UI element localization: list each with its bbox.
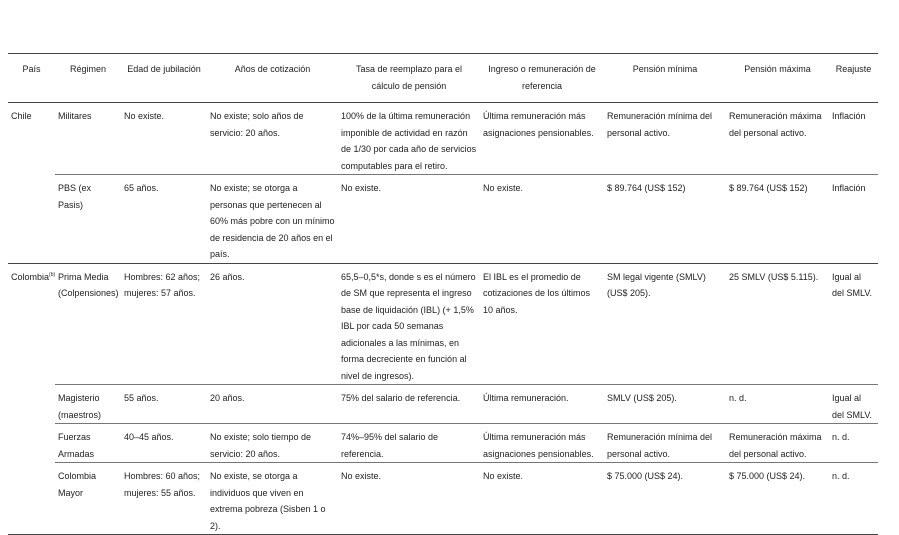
table-row bbox=[8, 385, 878, 424]
cell-reajuste: n. d. bbox=[829, 424, 878, 463]
cell-anos: 26 años. bbox=[207, 263, 338, 385]
cell-tasa: No existe. bbox=[338, 463, 480, 535]
header-pais: País bbox=[8, 54, 55, 103]
cell-pais bbox=[8, 175, 55, 264]
cell-edad: 65 años. bbox=[121, 175, 207, 264]
cell-maxima: Remuneración máxima del personal activo. bbox=[729, 111, 822, 138]
table-row bbox=[8, 263, 878, 385]
cell-minima: Remuneración mínima del personal activo. bbox=[604, 424, 726, 463]
cell-maxima: $ 89.764 (US$ 152) bbox=[726, 175, 829, 264]
table-row bbox=[8, 103, 878, 175]
header-edad: Edad de jubilación bbox=[121, 54, 207, 103]
cell-regimen: Magisterio (maestros) bbox=[55, 385, 121, 424]
table-header bbox=[8, 54, 878, 103]
cell-minima: Remuneración mínima del personal activo. bbox=[607, 111, 713, 138]
cell-anos: No existe; solo años de servicio: 20 años. bbox=[210, 111, 304, 138]
cell-ingreso: No existe. bbox=[480, 463, 604, 535]
country-name: Colombia bbox=[11, 271, 50, 282]
cell-maxima: n. d. bbox=[726, 385, 829, 424]
cell-pais bbox=[8, 385, 55, 424]
cell-maxima: 25 SMLV (US$ 5.115). bbox=[726, 263, 829, 385]
header-anos: Años de cotización bbox=[207, 54, 338, 103]
cell-pais bbox=[8, 263, 55, 385]
cell-reajuste: n. d. bbox=[829, 463, 878, 535]
cell-anos: No existe; se otorga a personas que pertenecen al 60% más pobre con un mínimo de residencia de 20 años en el país. bbox=[207, 175, 338, 264]
cell-regimen: Colombia Mayor bbox=[55, 463, 121, 535]
cell-tasa: 75% del salario de referencia. bbox=[338, 385, 480, 424]
cell-tasa: No existe. bbox=[338, 175, 480, 264]
pension-table bbox=[8, 53, 878, 535]
cell-pais bbox=[8, 463, 55, 535]
cell-tasa: 65,5–0,5*s, donde s es el número de SM que representa el ingreso base de liquidación (IBL) (+ 1,5% IBL por cada 50 semanas adicionales a las mínimas, en forma decreciente en función al nivel de ingresos). bbox=[338, 263, 480, 385]
cell-minima: $ 75.000 (US$ 24). bbox=[604, 463, 726, 535]
cell-edad: Hombres: 60 años; mujeres: 55 años. bbox=[121, 463, 207, 535]
cell-anos: No existe; solo tiempo de servicio: 20 años. bbox=[207, 424, 338, 463]
cell-regimen: PBS (ex Pasis) bbox=[55, 175, 121, 264]
cell-maxima: $ 75.000 (US$ 24). bbox=[726, 463, 829, 535]
cell-reajuste: Igual al del SMLV. bbox=[829, 385, 878, 424]
header-reajuste: Reajuste bbox=[829, 54, 878, 103]
cell-regimen: Militares bbox=[58, 111, 92, 121]
cell-edad: 55 años. bbox=[121, 385, 207, 424]
cell-minima: SMLV (US$ 205). bbox=[604, 385, 726, 424]
cell-reajuste: Inflación bbox=[829, 175, 878, 264]
cell-reajuste: Inflación bbox=[832, 111, 866, 121]
table-row bbox=[8, 175, 878, 264]
cell-ingreso: El IBL es el promedio de cotizaciones de los últimos 10 años. bbox=[480, 263, 604, 385]
cell-minima: SM legal vigente (SMLV) (US$ 205). bbox=[604, 263, 726, 385]
table-row bbox=[8, 424, 878, 463]
cell-reajuste: Igual al del SMLV. bbox=[829, 263, 878, 385]
cell-ingreso: Última remuneración más asignaciones pensionables. bbox=[480, 424, 604, 463]
cell-ingreso: Última remuneración. bbox=[480, 385, 604, 424]
cell-pais: Chile bbox=[11, 111, 32, 121]
cell-minima: $ 89.764 (US$ 152) bbox=[604, 175, 726, 264]
cell-ingreso: Última remuneración más asignaciones pensionables. bbox=[483, 111, 594, 138]
cell-anos: 20 años. bbox=[207, 385, 338, 424]
header-maxima: Pensión máxima bbox=[726, 54, 829, 103]
cell-edad: 40–45 años. bbox=[121, 424, 207, 463]
cell-maxima: Remuneración máxima del personal activo. bbox=[726, 424, 829, 463]
cell-regimen: Fuerzas Armadas bbox=[55, 424, 121, 463]
footnote-marker: (b) bbox=[49, 271, 56, 278]
cell-edad: Hombres: 62 años; mujeres: 57 años. bbox=[121, 263, 207, 385]
cell-regimen: Prima Media (Colpensiones) bbox=[55, 263, 121, 385]
header-tasa: Tasa de reemplazo para el cálculo de pensión bbox=[338, 54, 480, 103]
cell-edad: No existe. bbox=[124, 111, 165, 121]
header-regimen: Régimen bbox=[55, 54, 121, 103]
cell-tasa: 74%–95% del salario de referencia. bbox=[338, 424, 480, 463]
table-row bbox=[8, 463, 878, 535]
cell-anos: No existe, se otorga a individuos que viven en extrema pobreza (Sisben 1 o 2). bbox=[207, 463, 338, 535]
cell-tasa: 100% de la última remuneración imponible de actividad en razón de 1/30 por cada año de servicios computables para el retiro. bbox=[341, 111, 477, 171]
header-ingreso: Ingreso o remuneración de referencia bbox=[480, 54, 604, 103]
cell-pais bbox=[8, 424, 55, 463]
cell-ingreso: No existe. bbox=[480, 175, 604, 264]
header-minima: Pensión mínima bbox=[604, 54, 726, 103]
